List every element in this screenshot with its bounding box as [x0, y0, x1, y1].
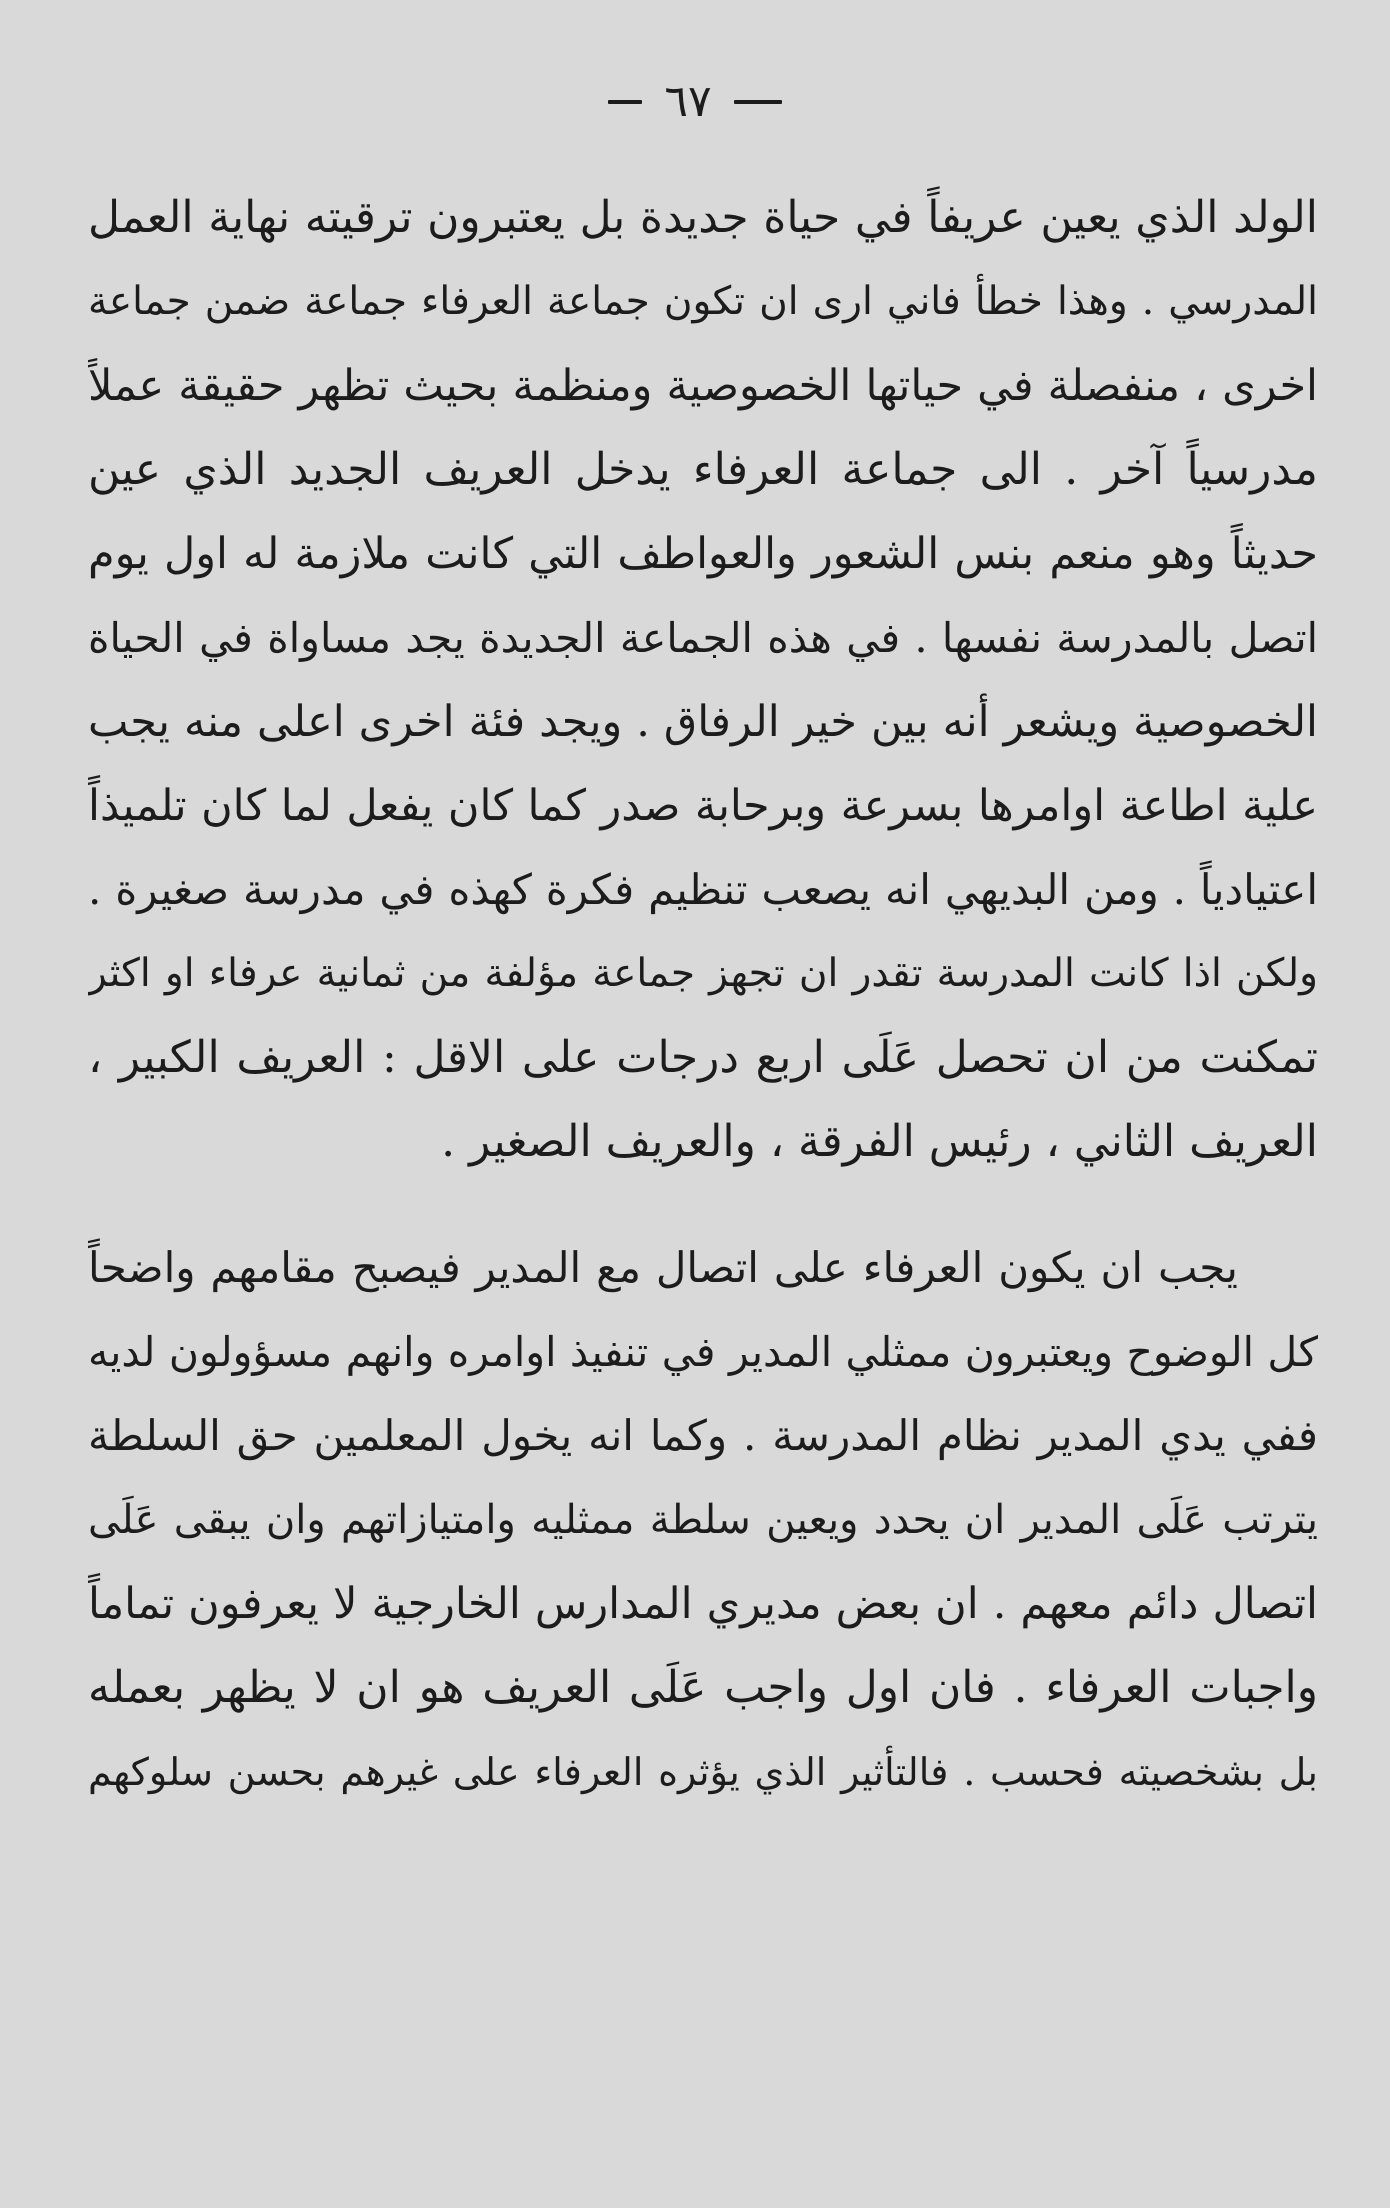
page-number: ٦٧: [664, 76, 712, 127]
text-line: ولكن اذا كانت المدرسة تقدر ان تجهز جماعة مؤلفة من ثمانية عرفاء او اكثر: [88, 951, 1318, 996]
paragraph-spacer: [88, 1184, 1318, 1226]
header-rule-left: [734, 100, 782, 104]
text-line: كل الوضوح ويعتبرون ممثلي المدير في تنفيذ اوامره وانهم مسؤولون لديه: [88, 1328, 1318, 1376]
text-line: اخرى ، منفصلة في حياتها الخصوصية ومنظمة بحيث تظهر حقيقة عملاً: [88, 361, 1318, 411]
page-header: [0, 72, 1390, 132]
text-line: اتصال دائم معهم . ان بعض مديري المدارس الخارجية لا يعرفون تماماً: [88, 1579, 1318, 1629]
text-line: يترتب عَلَى المدير ان يحدد ويعين سلطة ممثليه وامتيازاتهم وان يبقى عَلَى: [88, 1497, 1318, 1543]
text-line: اعتيادياً . ومن البديهي انه يصعب تنظيم فكرة كهذه في مدرسة صغيرة .: [88, 865, 1318, 914]
text-line: تمكنت من ان تحصل عَلَى اربع درجات على الاقل : العريف الكبير ،: [88, 1032, 1318, 1083]
text-line: العريف الثاني ، رئيس الفرقة ، والعريف الصغير .: [441, 1116, 1318, 1167]
text-line: علية اطاعة اوامرها بسرعة وبرحابة صدر كما كان يفعل لما كان تلميذاً: [88, 781, 1318, 831]
text-line: بل بشخصيته فحسب . فالتأثير الذي يؤثره العرفاء على غيرهم بحسن سلوكهم: [88, 1750, 1318, 1794]
header-rule-right: [608, 100, 642, 104]
text-line: يجب ان يكون العرفاء على اتصال مع المدير فيصبح مقامهم واضحاً: [88, 1243, 1238, 1292]
text-line: حديثاً وهو منعم بنس الشعور والعواطف التي كانت ملازمة له اول يوم: [88, 529, 1318, 579]
text-line: المدرسي . وهذا خطأ فاني ارى ان تكون جماعة العرفاء جماعة ضمن جماعة: [88, 279, 1318, 324]
text-line: اتصل بالمدرسة نفسها . في هذه الجماعة الجديدة يجد مساواة في الحياة: [88, 614, 1318, 662]
text-line: واجبات العرفاء . فان اول واجب عَلَى العريف هو ان لا يظهر بعمله: [88, 1662, 1318, 1713]
text-line: الخصوصية ويشعر أنه بين خير الرفاق . ويجد فئة اخرى اعلى منه يجب: [88, 697, 1318, 747]
text-line: مدرسياً آخر . الى جماعة العرفاء يدخل العريف الجديد الذي عين: [88, 444, 1318, 495]
paragraph-1: [88, 176, 1318, 1184]
paragraph-2: [88, 1226, 1318, 1814]
text-line: ففي يدي المدير نظام المدرسة . وكما انه يخول المعلمين حق السلطة: [88, 1411, 1318, 1460]
body-text: [88, 176, 1318, 1814]
text-line: الولد الذي يعين عريفاً في حياة جديدة بل يعتبرون ترقيته نهاية العمل: [88, 192, 1318, 243]
